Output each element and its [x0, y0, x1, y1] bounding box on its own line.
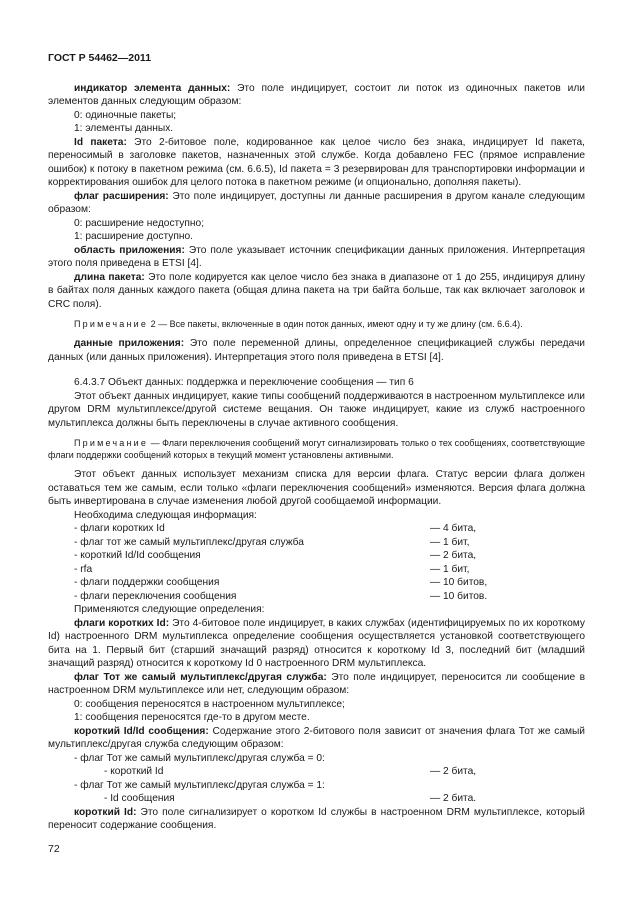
field-row: - rfa — 1 бит,: [74, 563, 470, 575]
paragraph-short-id-message-id: короткий Id/Id сообщения: Содержание этого 2-битового поля зависит от значения флага Тот же самый мультиплекс/другая служба следующим образом:: [48, 725, 585, 750]
term: данные приложения:: [74, 338, 185, 349]
paragraph-data-element-indicator: индикатор элемента данных: Это поле индицирует, состоит ли поток из одиночных пакетов или элементов данных следующим образом:: [48, 82, 585, 107]
term: короткий Id:: [74, 806, 137, 818]
term: флаг расширения:: [74, 190, 169, 202]
paragraph-short-id: короткий Id: Это поле сигнализирует о коротком Id службы в настроенном DRM мультиплексе, который переносит содержание сообщения.: [48, 806, 585, 831]
paragraph: Применяются следующие определения:: [74, 604, 265, 615]
document-page: [48, 52, 585, 833]
note-label: Примечание: [74, 438, 149, 448]
term: область приложения:: [74, 244, 185, 256]
paragraph: Этот объект данных индицирует, какие типы сообщений поддерживаются в настроенном мультиплексе или другом DRM мультиплексе/другой системе вещания. Он также индицирует, какие из служб настроенного мультиплекса должны быть переключены в случае активного сообщения.: [48, 390, 585, 429]
term: индикатор элемента данных:: [74, 82, 231, 94]
option-line: 0: сообщения переносятся в настроенном мультиплексе;: [74, 698, 345, 710]
paragraph-same-mux-flag: флаг Тот же самый мультиплекс/другая служба: Это поле индицирует, переносится ли сообщение в настроенном DRM мультиплексе или нет, следующим образом:: [48, 671, 585, 696]
paragraph: Этот объект данных использует механизм списка для версии флага. Статус версии флага должен оставаться тем же самым, если только «флаги переключения сообщений» изменяются. Версия флага должна быть инвертирована в случае изменения любой другой сообщаемой информации.: [48, 469, 585, 507]
paragraph-packet-id: Id пакета: Это 2-битовое поле, кодированное как целое число без знака, индицирует Id пакета, переносимый в заголовке пакетов, назначенных этой службе. Когда добавлено FEC (прямое исправление ошибок) к потоку в пакетном режима (см. 6.6.5), Id пакета = 3 резервирован для транспортировки информации и корректирования ошибок для целого потока в пакетном режиме (и опционально, дополняя пакеты).: [48, 136, 585, 188]
case-condition: - флаг Тот же самый мультиплекс/другая служба = 1:: [74, 779, 325, 791]
term: длина пакета:: [74, 271, 145, 283]
option-line: 1: сообщения переносятся где-то в другом месте.: [74, 712, 310, 723]
case-row: - короткий Id — 2 бита,: [104, 766, 477, 777]
field-row: - короткий Id/Id сообщения — 2 бита,: [74, 550, 477, 561]
paragraph: Необходима следующая информация:: [74, 509, 257, 521]
option-line: 1: элементы данных.: [74, 123, 174, 134]
term: Id пакета:: [74, 136, 127, 148]
field-row: - флаги поддержки сообщения — 10 битов,: [74, 577, 488, 588]
term: флаги коротких Id:: [74, 617, 170, 629]
field-row: - флаги коротких Id — 4 бита,: [74, 523, 477, 534]
paragraph-short-id-flags: флаги коротких Id: Это 4-битовое поле индицирует, в каких службах (идентифицируемых по их короткому Id) настроенного DRM мультиплекса определение сообщения осуществляется установкой соответствующего бита на 1. Первый бит (старший значащий разряд) относится к короткому Id 3, последний бит (младший значащий разряд) относится к короткому Id 0 настроенного DRM мультиплекса.: [48, 617, 585, 669]
paragraph-packet-length: длина пакета: Это поле кодируется как целое число без знака в диапазоне от 1 до 255, индицируя длину в байтах поля данных каждого пакета (общая длина пакета на три байта больше, так как включает заголовок и CRC поля).: [48, 271, 585, 310]
note-2: Примечание 2 — Все пакеты, включенные в один поток данных, имеют одну и ту же длину (см. 6.6.4).: [74, 319, 523, 329]
option-line: 0: расширение недоступно;: [74, 217, 205, 229]
note-label: Примечание: [74, 319, 149, 329]
note-flags: Примечание — Флаги переключения сообщений могут сигнализировать только о тех сообщениях, соответствующие флаги поддержки сообщений которых в текущий момент установлены активными.: [48, 438, 585, 460]
term: флаг Тот же самый мультиплекс/другая служба:: [74, 671, 327, 683]
option-line: 1: расширение доступно.: [74, 231, 193, 242]
section-heading: 6.4.3.7 Объект данных: поддержка и переключение сообщения — тип 6: [74, 377, 414, 388]
page-header: ГОСТ Р 54462—2011: [48, 52, 152, 64]
field-row: - флаг тот же самый мультиплекс/другая служба — 1 бит,: [74, 536, 470, 548]
paragraph-application-data: данные приложения: Это поле переменной длины, определенное спецификацией службы передачи данных (или данных приложения). Интерпретация этого поля приведена в ETSI [4].: [48, 338, 585, 363]
field-row: - флаги переключения сообщения — 10 битов.: [74, 590, 488, 602]
page-number: 72: [48, 843, 60, 855]
field-list: [48, 522, 585, 603]
option-line: 0: одиночные пакеты;: [74, 109, 177, 121]
case-condition: - флаг Тот же самый мультиплекс/другая служба = 0:: [74, 752, 325, 764]
paragraph-application-domain: область приложения: Это поле указывает источник спецификации данных приложения. Интерпретация этого поля приведена в ETSI [4].: [48, 244, 585, 269]
term: короткий Id/Id сообщения:: [74, 725, 209, 737]
case-row: - Id сообщения — 2 бита.: [104, 793, 477, 804]
paragraph-extension-flag: флаг расширения: Это поле индицирует, доступны ли данные расширения в другом канале следующим образом:: [48, 190, 586, 215]
